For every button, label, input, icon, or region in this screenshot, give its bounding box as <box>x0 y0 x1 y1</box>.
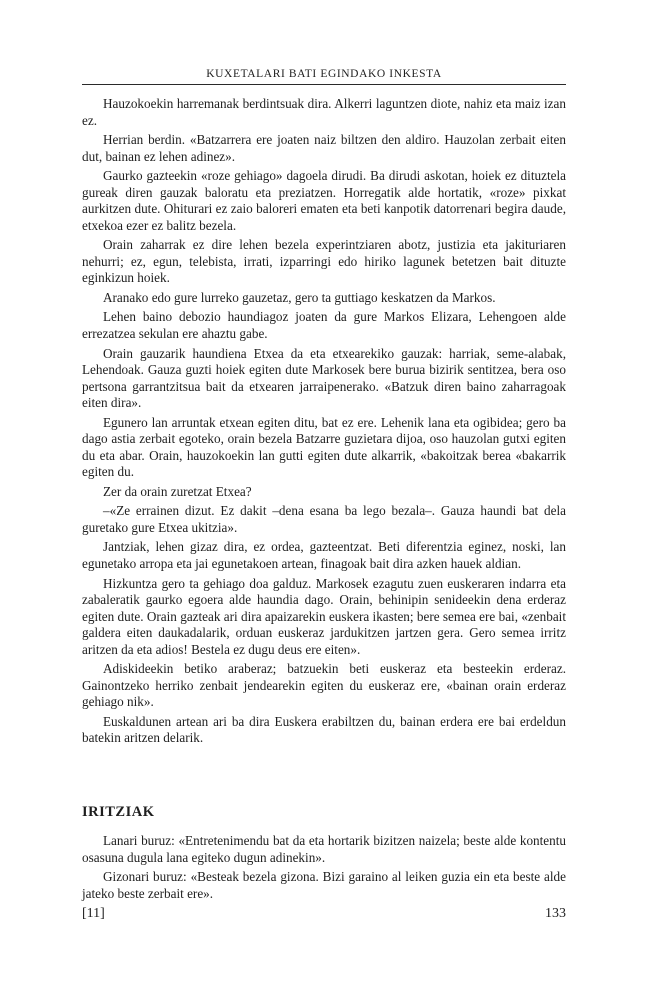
paragraph: –«Ze errainen dizut. Ez dakit –dena esana ba lego bezala–. Gauza haundi bat dela guretako gure Etxea ukitzia». <box>82 503 566 535</box>
paragraph: Lanari buruz: «Entretenimendu bat da eta hortarik bizitzen naizela; beste alde kontentu osasuna dugula lana egiteko dugun adinekin». <box>82 833 566 865</box>
footer-reference: [11] <box>82 906 105 921</box>
running-header: KUXETALARI BATI EGINDAKO INKESTA <box>206 68 442 80</box>
section-heading: IRITZIAK <box>82 804 155 820</box>
paragraph: Orain gauzarik haundiena Etxea da eta etxearekiko gauzak: harriak, seme-alabak, Lehendoak. Gauza guzti hoiek egiten dute Markosek bere burua bizirik sentitzea, bera oso pertsona garrantzitsua bait da etxearen jarraipenerako. «Batzuk diren baino zaharragoak eiten dira». <box>82 345 566 411</box>
main-text <box>82 96 566 750</box>
page-footer <box>82 906 566 922</box>
paragraph: Aranako edo gure lurreko gauzetaz, gero ta guttiago keskatzen da Markos. <box>103 289 496 305</box>
paragraph: Hizkuntza gero ta gehiago doa galduz. Markosek ezagutu zuen euskeraren indarra eta zabaleratik gaurko egoera alde haundia dago. Orain, behinipin senideekin dena erderaz egiten dute. Orain gazteak ari dira apaizarekin euskera ikasten; bere semea ere bai, «zenbait galdera eiten daukadalarik, orduan euskeraz jardukitzen jartzen gera. Gero semea irritz aritzen da eta adios! Bestela ez dugu deus ere eiten». <box>82 575 566 657</box>
paragraph: Gaurko gazteekin «roze gehiago» dagoela dirudi. Ba dirudi askotan, hoiek ez dituztela gureak diren gauzak baloratu eta preziatzen. Horregatik alde hortatik, «roze» pixkat aurkitzen dute. Ohiturari ez zaio baloreri ematen eta beti kanpotik datorrenari begira daude, etxekoa ezer ez balitz bezela. <box>82 168 566 233</box>
paragraph: Zer da orain zuretzat Etxea? <box>103 483 252 499</box>
opinions-section <box>82 804 566 905</box>
paragraph: Hauzokoekin harremanak berdintsuak dira. Alkerri laguntzen diote, nahiz eta maiz izan ez. <box>82 96 566 128</box>
paragraph: Herrian berdin. «Batzarrera ere joaten naiz biltzen den aldiro. Hauzolan zerbait eiten dut, bainan ez lehen adinez». <box>82 132 566 164</box>
paragraph: Orain zaharrak ez dire lehen bezela experintziaren abotz, justizia eta jakituriaren nehurri; ez, egun, telebista, irrati, izparringi edo hiriko lagunek betetzen bait dituzte eginkizun hoiek. <box>82 237 566 286</box>
paragraph: Jantziak, lehen gizaz dira, ez ordea, gazteentzat. Beti diferentzia eginez, noski, lan egunetako arropa eta jai egunetakoen artean, finagoak bait dira azken hauek aldian. <box>82 539 566 571</box>
header-rule <box>82 84 566 85</box>
paragraph: Gizonari buruz: «Besteak bezela gizona. Bizi garaino al leiken guzia ein eta beste alde jateko beste zerbait ere». <box>82 869 566 901</box>
paragraph: Lehen baino debozio haundiagoz joaten da gure Markos Elizara, Lehengoen alde errezatzea sekulan ere ahaztu gabe. <box>82 309 566 341</box>
page-number: 133 <box>545 906 566 921</box>
paragraph: Egunero lan arruntak etxean egiten ditu, bat ez ere. Lehenik lana eta ogibidea; gero ba dago astia zerbait egoteko, orain bezela Batzarre guzietara dijoa, oso hauzolan gutxi egiten du eta abar. Orain, hauzokoekin lan gutti egiten dute alkarrik, «bakoitzak berea «bakarrik egiten du. <box>82 414 566 480</box>
paragraph: Euskaldunen artean ari ba dira Euskera erabiltzen du, bainan erdera ere bai erdeldun batekin aritzen delarik. <box>82 713 566 746</box>
paragraph: Adiskideekin betiko araberaz; batzuekin beti euskeraz eta besteekin erderaz. Gainontzeko herriko zenbait jendearekin egiten du euskeraz ere, «bainan orain erderaz gehiago nik». <box>82 661 566 710</box>
